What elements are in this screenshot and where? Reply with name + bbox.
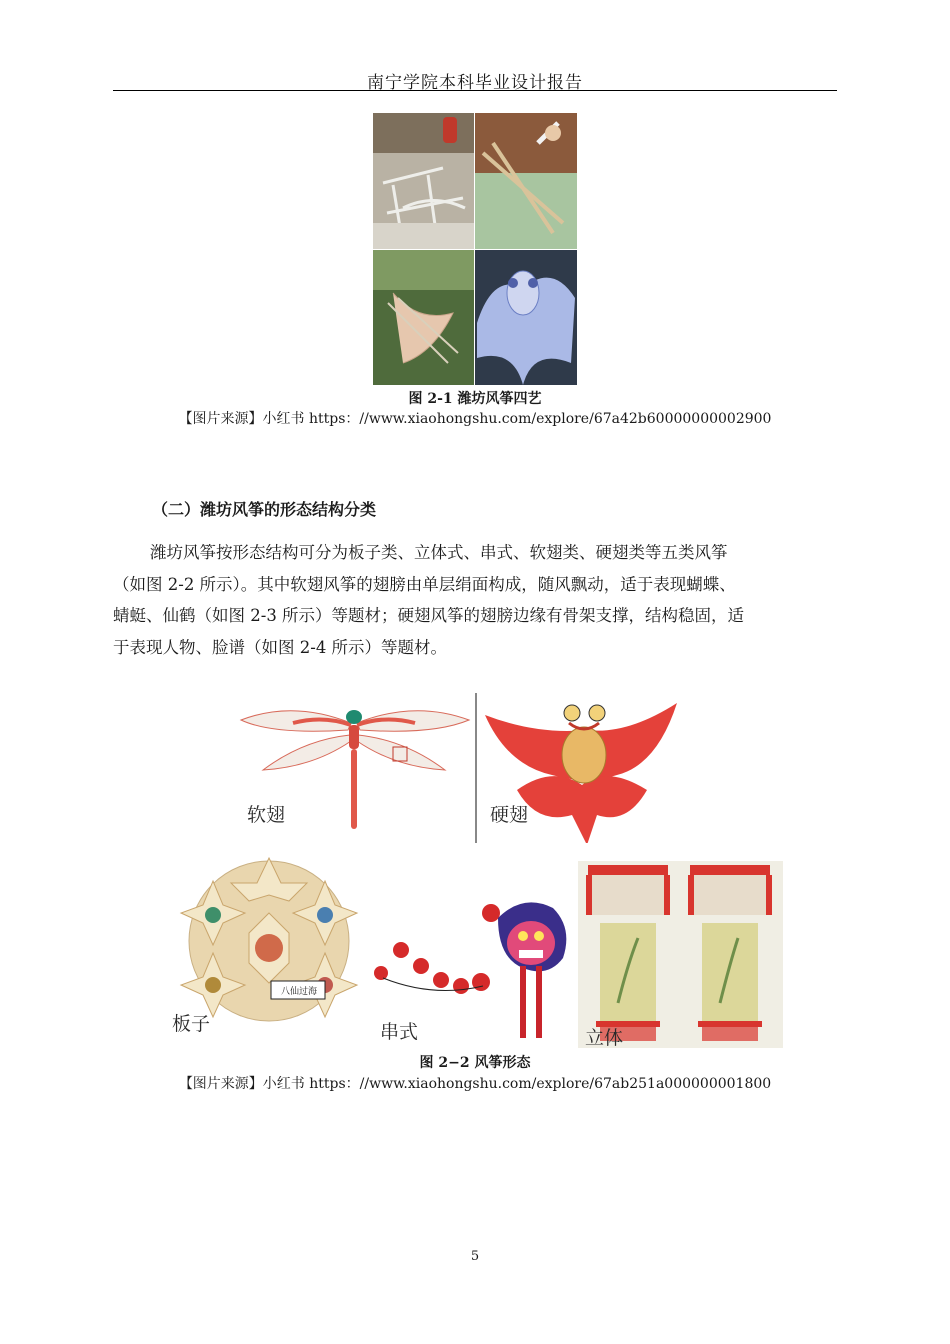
hard-wing-label: 硬翅 <box>490 804 529 826</box>
string-label: 串式 <box>380 1021 419 1043</box>
header-rule <box>113 90 837 91</box>
three-d-kite-image <box>578 843 783 1048</box>
figure-2-2-source: 【图片来源】小红书 https：//www.xiaohongshu.com/explore/67ab251a000000001800 <box>178 1076 772 1092</box>
report-header: 南宁学院本科毕业设计报告 <box>367 73 583 93</box>
board-kite-image <box>165 853 373 1033</box>
section-paragraph <box>113 537 837 663</box>
photo-frame-binding <box>373 113 474 249</box>
paragraph-line: 于表现人物、脸谱（如图 2-4 所示）等题材。 <box>113 637 448 657</box>
three-d-label: 立体 <box>585 1027 624 1049</box>
figure-2-1-image <box>373 113 577 385</box>
board-label: 板子 <box>172 1013 211 1035</box>
figure-2-1-source: 【图片来源】小红书 https：//www.xiaohongshu.com/explore/67a42b60000000002900 <box>178 411 772 427</box>
photo-painting <box>475 113 577 249</box>
board-tag: 八仙过海 <box>280 987 317 997</box>
section-title: （二）潍坊风筝的形态结构分类 <box>152 500 377 519</box>
photo-finished-kite <box>475 250 577 385</box>
figure-2-1-caption: 图 2-1 潍坊风筝四艺 <box>408 391 542 407</box>
paragraph-line: 蜻蜓、仙鹤（如图 2-3 所示）等题材；硬翅风筝的翅膀边缘有骨架支撑，结构稳固，适 <box>113 606 745 625</box>
soft-wing-label: 软翅 <box>247 804 286 826</box>
figure-2-2-caption: 图 2−2 风筝形态 <box>419 1055 531 1071</box>
paragraph-line: 潍坊风筝按形态结构可分为板子类、立体式、串式、软翅类、硬翅类等五类风筝 <box>150 543 728 562</box>
photo-silk-pasting <box>373 250 474 385</box>
paragraph-line: （如图 2-2 所示）。其中软翅风筝的翅膀由单层绢面构成，随风飘动，适于表现蝴蝶、 <box>113 574 736 594</box>
page-number: 5 <box>470 1249 480 1264</box>
